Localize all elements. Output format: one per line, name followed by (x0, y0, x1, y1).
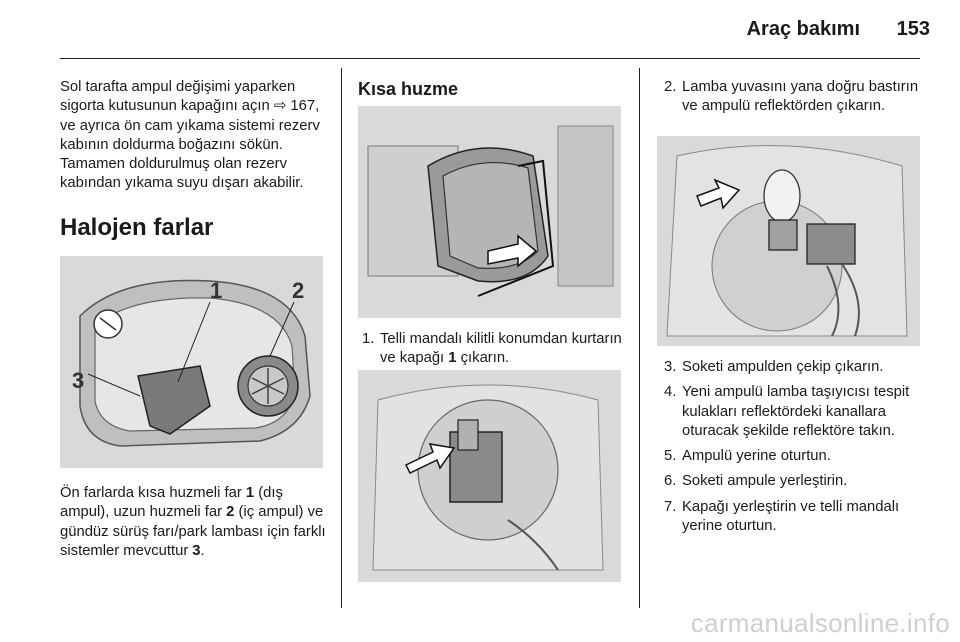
step-number: 7. (664, 498, 677, 515)
caption-end: . (200, 542, 205, 559)
caption-text: Ön farlarda kısa huzmeli far (60, 485, 242, 501)
step-text: çıkarın. (460, 350, 510, 367)
running-header-title: Araç bakımı (746, 18, 860, 40)
section-heading-low-beam: Kısa huzme (358, 79, 459, 99)
bulb-removal-figure (657, 136, 920, 346)
figure-label-3: 3 (72, 368, 85, 393)
column-1 (60, 78, 330, 242)
headlamp-figure (60, 256, 323, 468)
caption-ref-1: 1 (245, 485, 255, 501)
headlamp-caption (60, 484, 330, 561)
step-7 (660, 498, 930, 537)
step-text: Lamba yuvasını yana doğru bastırın ve ampulü reflektörden çıkarın. (682, 79, 919, 115)
caption-text: (iç ampul) ve gündüz sürüş farı/park lambası için farklı sistemler mevcuttur (60, 504, 326, 559)
column-3-top (660, 78, 930, 117)
step-4 (660, 383, 930, 441)
column-divider-left (341, 68, 342, 608)
step-5 (660, 447, 930, 466)
step-number: 2. (664, 79, 677, 95)
header-rule (60, 58, 920, 59)
intro-text-continued: 167, ve ayrıca ön cam yıkama sistemi rezerv kabının doldurma boğazını sökün. Tamamen doldurulmuş olan rezerv kabından yıkama suyu dışarı akabilir. (60, 98, 320, 192)
step-ref-1: 1 (448, 350, 457, 367)
caption-text: (dış ampul), uzun huzmeli far (60, 485, 283, 521)
step-text: Soketi ampule yerleştirin. (682, 473, 848, 490)
page-number: 153 (896, 18, 930, 40)
step-number: 3. (664, 359, 677, 375)
caption-ref-3: 3 (192, 542, 201, 559)
step-number: 5. (664, 448, 677, 465)
step-number: 6. (664, 473, 677, 490)
step-number: 4. (664, 384, 677, 401)
section-heading-halogen: Halojen farlar (60, 213, 214, 241)
step-text: Telli mandalı kilitli konumdan kurtarın ve kapağı (380, 331, 622, 367)
step-1 (358, 330, 628, 369)
column-2-heading-wrap (358, 78, 623, 100)
page-reference-arrow-icon: ⇨ (273, 98, 287, 115)
low-beam-steps (358, 330, 628, 369)
watermark-link[interactable]: carmanualsonline.info (690, 608, 950, 638)
intro-paragraph (60, 78, 330, 194)
figure-label-2: 2 (292, 278, 305, 303)
step-text: Soketi ampulden çekip çıkarın. (682, 359, 884, 375)
figure-label-1: 1 (210, 278, 223, 303)
step-text: Ampulü yerine oturtun. (682, 448, 831, 465)
step-number: 1. (362, 331, 375, 347)
step-2 (660, 78, 930, 117)
low-beam-cover-figure (358, 106, 621, 318)
caption-ref-2: 2 (226, 504, 235, 521)
column-divider-right (639, 68, 640, 608)
step-text: Kapağı yerleştirin ve telli mandalı yerine oturtun. (682, 498, 900, 535)
wire-clip-figure (358, 370, 621, 582)
column-3-steps (660, 358, 930, 536)
step-text: Yeni ampulü lamba taşıyıcısı tespit kulakları reflektördeki kanallara oturacak şekilde reflektöre takın. (682, 384, 910, 439)
step-3 (660, 358, 930, 377)
intro-text: Sol tarafta ampul değişimi yaparken sigorta kutusunun kapağını açın (60, 79, 296, 115)
step-6 (660, 472, 930, 491)
